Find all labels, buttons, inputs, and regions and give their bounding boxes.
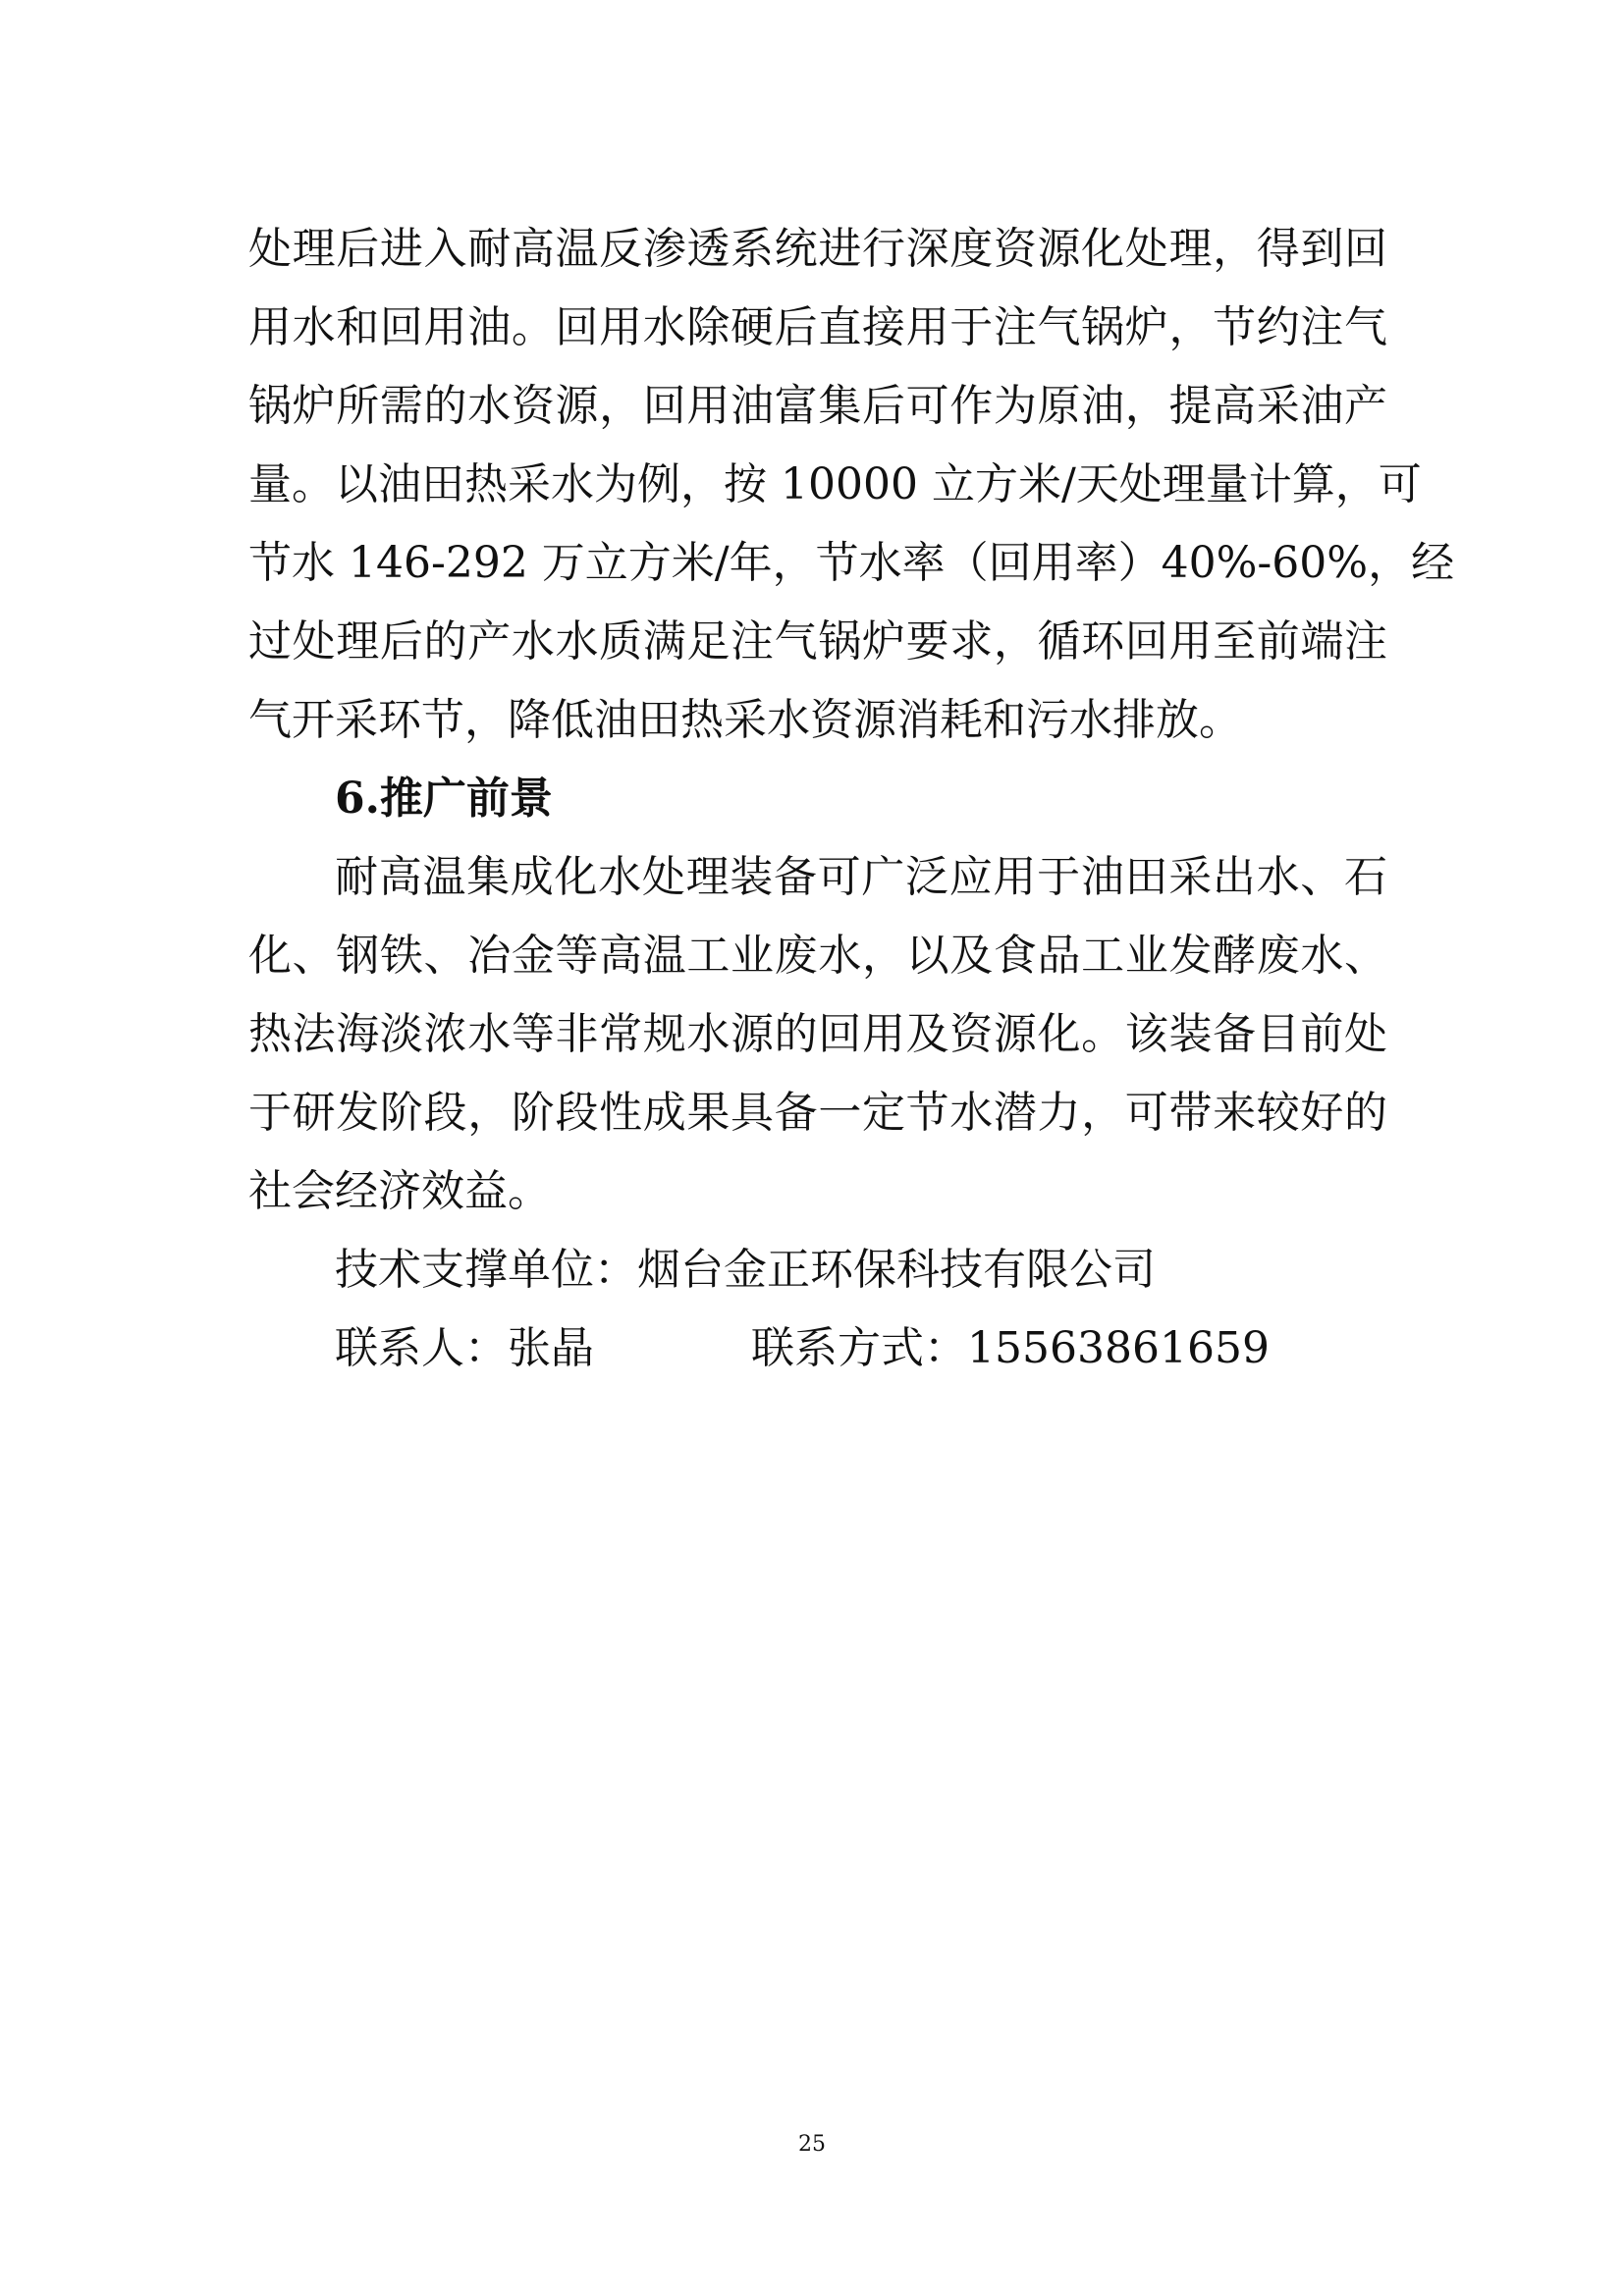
paragraph-line: 社会经济效益。 (248, 1166, 551, 1216)
paragraph-line: 气开采环节，降低油田热采水资源消耗和污水排放。 (248, 695, 1242, 745)
paragraph-line: 用水和回用油。回用水除硬后直接用于注气锅炉，节约注气 (248, 302, 1387, 352)
contact-method: 联系方式：15563861659 (751, 1323, 1270, 1373)
paragraph-line: 节水 146-292 万立方米/年，节水率（回用率）40%-60%，经 (248, 538, 1455, 588)
paragraph-line: 耐高温集成化水处理装备可广泛应用于油田采出水、石 (335, 852, 1387, 902)
contact-row (335, 1319, 1387, 1378)
paragraph-line: 热法海淡浓水等非常规水源的回用及资源化。该装备目前处 (248, 1009, 1387, 1059)
paragraph-line: 锅炉所需的水资源，回用油富集后可作为原油，提高采油产 (248, 381, 1387, 431)
contact-person: 联系人：张晶 (335, 1323, 594, 1373)
paragraph-line: 处理后进入耐高温反渗透系统进行深度资源化处理，得到回 (248, 224, 1387, 274)
page-number: 25 (798, 2132, 826, 2157)
paragraph-line: 过处理后的产水水质满足注气锅炉要求，循环回用至前端注 (248, 616, 1387, 667)
paragraph-line: 于研发阶段，阶段性成果具备一定节水潜力，可带来较好的 (248, 1088, 1387, 1138)
support-unit: 技术支撑单位：烟台金正环保科技有限公司 (335, 1245, 1156, 1295)
section-heading: 6.推广前景 (335, 774, 553, 824)
paragraph-line: 化、钢铁、冶金等高温工业废水，以及食品工业发酵废水、 (248, 931, 1387, 981)
paragraph-line: 量。以油田热采水为例，按 10000 立方米/天处理量计算，可 (248, 459, 1422, 509)
